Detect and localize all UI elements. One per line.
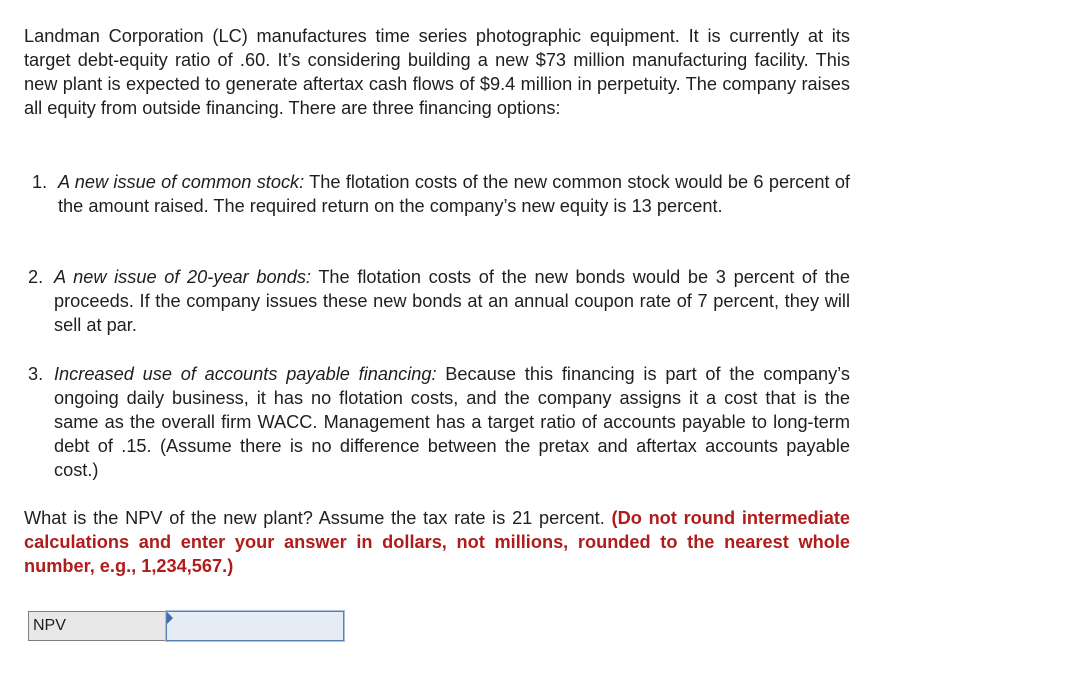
npv-input[interactable] xyxy=(167,612,343,640)
option-number: 3. xyxy=(28,364,44,384)
npv-input-container[interactable] xyxy=(166,611,344,641)
option-text: The flotation costs of the new common stock would be 6 percent of the amount raised. The required return on the company’s new equity is 13 percent. xyxy=(58,172,850,216)
option-body xyxy=(54,265,850,337)
option-title: A new issue of common stock: xyxy=(58,172,305,192)
input-focus-marker-icon xyxy=(167,612,173,624)
problem-content xyxy=(24,24,850,576)
npv-label: NPV xyxy=(28,611,166,641)
option-number: 1. xyxy=(32,172,48,192)
option-title: A new issue of 20-year bonds: xyxy=(54,267,311,287)
answer-instruction: (Do not round intermediate calculations and enter your answer in dollars, not millions, rounded to the nearest whole number, e.g., 1,234,567.) xyxy=(24,508,850,576)
intro-paragraph: Landman Corporation (LC) manufactures time series photographic equipment. It is currently at its target debt-equity ratio of .60. It’s considering building a new $73 million manufacturing facility. This new plant is expected to generate aftertax cash flows of $9.4 million in perpetuity. The company raises all equity from outside financing. There are three financing options: xyxy=(24,26,850,118)
option-body xyxy=(58,170,850,218)
question-paragraph xyxy=(24,506,850,578)
npv-answer-row xyxy=(28,611,344,641)
option-text: The flotation costs of the new bonds would be 3 percent of the proceeds. If the company issues these new bonds at an annual coupon rate of 7 percent, they will sell at par. xyxy=(54,267,850,335)
financing-option-2 xyxy=(28,265,850,337)
option-body xyxy=(54,362,850,482)
option-text: Because this financing is part of the company’s ongoing daily business, it has no flotation costs, and the company assigns it a cost that is the same as the overall firm WACC. Management has a target ratio of accounts payable to long-term debt of .15. (Assume there is no difference between the pretax and aftertax accounts payable cost.) xyxy=(54,364,850,480)
option-number: 2. xyxy=(28,267,44,287)
financing-option-3 xyxy=(28,362,850,482)
option-title: Increased use of accounts payable financing: xyxy=(54,364,437,384)
financing-option-1 xyxy=(32,170,850,218)
question-text: What is the NPV of the new plant? Assume the tax rate is 21 percent. xyxy=(24,508,612,528)
